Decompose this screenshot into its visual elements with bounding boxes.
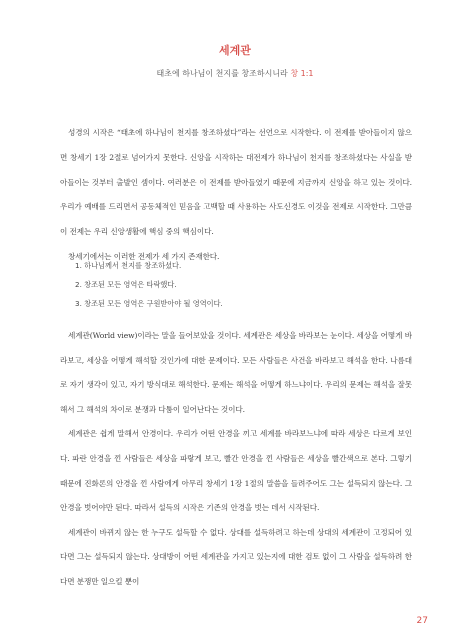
body-paragraph-2: 세계관은 쉽게 말해서 안경이다. 우리가 어떤 안경을 끼고 세계를 바라보느냐에 따라 세상은 다르게 보인다. 파란 안경을 낀 사람들은 세상을 파랗게 보고, 빨간 안경을 낀 사람들은 세상을 빨간색으로 본다. 그렇기 때문에 진화론의 안경을 낀 사람에게 아무리 창세기 1장 1절의 말씀을 들려주어도 그는 설득되지 않는다. 그 안경을 벗어야만 된다. 따라서 설득의 시작은 기존의 안경을 벗는 데서 시작된다.: [60, 429, 412, 513]
list-item: 1. 하나님께서 천지를 창조하셨다.: [75, 261, 182, 270]
list-item: 2. 창조된 모든 영역은 타락했다.: [75, 280, 177, 289]
epigraph-reference: 창 1:1: [290, 69, 314, 78]
intro-paragraph-2: 창세기에서는 이러한 전제가 세 가지 존재한다.: [68, 251, 220, 261]
worldview-section: [60, 324, 412, 595]
epigraph-text: 태초에 하나님이 천지를 창조하시니라: [156, 69, 291, 78]
intro-paragraph-1: 성경의 시작은 “태초에 하나님이 천지를 창조하셨다”라는 선언으로 시작한다. 이 전제를 받아들이지 않으면 창세기 1장 2절로 넘어가지 못한다. 신앙을 시작하는 대전제가 하나님이 천지를 창조하셨다는 사실을 받아들이는 것부터 출발인 셈이다. 여러분은 이 전제를 받아들였기 때문에 지금까지 신앙을 하고 있는 것이다. 우리가 예배를 드리면서 공동체적인 믿음을 고백할 때 사용하는 사도신경도 이것을 전제로 시작한다. 그만큼 이 전제는 우리 신앙생활에 핵심 중의 핵심이다.: [60, 128, 412, 237]
page-number: 27: [416, 616, 428, 626]
body-paragraph-1: 세계관(World view)이라는 말을 들어보았을 것이다. 세계관은 세상을 바라보는 눈이다. 세상을 어떻게 바라보고, 세상을 어떻게 해석할 것인가에 대한 문제이다. 모든 사람들은 사건을 바라보고 해석을 한다. 나름대로 자기 생각이 있고, 자기 방식대로 해석한다. 문제는 해석을 어떻게 하느냐이다. 우리의 문제는 해석을 잘못해서 그 해석의 차이로 분쟁과 다툼이 일어난다는 것이다.: [60, 331, 412, 414]
premise-list: [75, 256, 405, 313]
intro-section: [60, 121, 412, 270]
list-item: 3. 창조된 모든 영역은 구원받아야 될 영역이다.: [75, 299, 223, 308]
body-paragraph-3: 세계관이 바뀌지 않는 한 누구도 설득할 수 없다. 상대를 설득하려고 하는데 상대의 세계관이 고정되어 있다면 그는 설득되지 않는다. 상대방이 어떤 세계관을 가지고 있는지에 대한 검토 없이 그 사람을 설득하려 한다면 분쟁만 일으킬 뿐이: [60, 527, 412, 586]
chapter-title: 세계관: [219, 44, 251, 57]
epigraph: [0, 68, 470, 79]
